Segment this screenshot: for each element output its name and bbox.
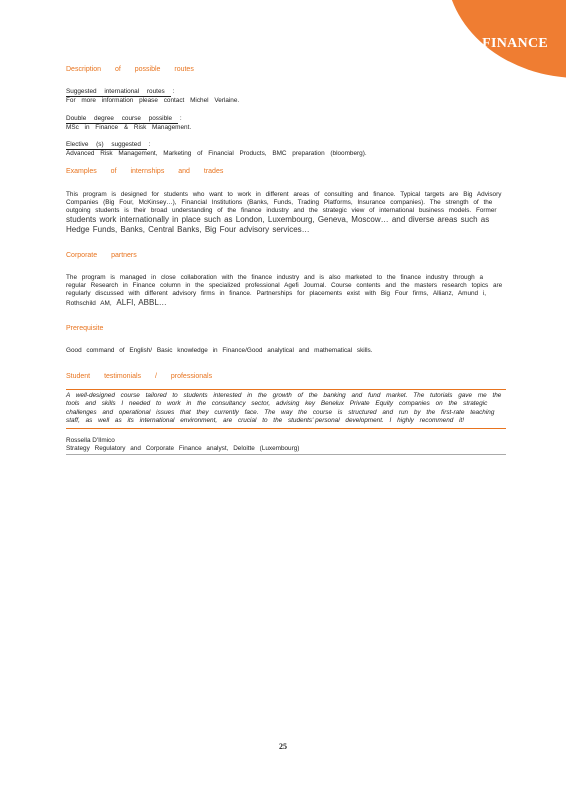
elective-label: Elective (s) suggested xyxy=(66,141,147,150)
page-content xyxy=(66,66,506,455)
testimonials-heading: Student testimonials / professionals xyxy=(66,373,213,381)
suggested-routes-block: Suggested international routes : For more information please contact Michel Verlaine. xyxy=(66,88,506,105)
elective-text: Advanced Risk Management, Marketing of Financial Products, BMC preparation (bloomberg). xyxy=(66,150,367,158)
testimonial-box xyxy=(66,389,506,429)
partners-text xyxy=(66,274,506,309)
suggested-routes-text: For more information please contact Michel Verlaine. xyxy=(66,97,240,105)
testimonial-quote: A well-designed course tailored to students interested in the growth of the banking and fund market. The tutorials gave me the tools and skills I needed to work in the consultancy sector, advising key Benelux Private Equity companies on the strategic challenges and operational issues that they currently face. The way the course is structured and run by the first-rate teaching staff, as well as its international environment, are crucial to the students' xyxy=(66,392,502,424)
prerequisite-text: Good command of English/ Basic knowledge in Finance/Good analytical and mathematical skills. xyxy=(66,346,373,354)
testimonial-author-role: Strategy Regulatory and Corporate Finance analyst, Deloitte (Luxembourg) xyxy=(66,445,506,455)
internships-highlight: students work internationally in place such as London, Luxembourg, Geneva, Moscow… and diverse areas such as Hedge Funds, Banks, Central Banks, Big Four advisory services… xyxy=(66,215,490,235)
internships-heading: Examples of internships and trades xyxy=(66,168,224,176)
partners-highlight: ALFI, ABBL… xyxy=(116,298,167,308)
testimonial-author: Rossella D'Ilmico xyxy=(66,437,115,445)
page-number: 25 xyxy=(279,742,287,751)
internships-body: This program is designed for students who want to work in different areas of consulting and finance. Typical targets are Big Advisory Companies (Big Four, McKinsey…), Financial Institutions (Banks, Funds, Trading Platforms, Insurance companies). The strength of the outgoing students is their broad understanding of the finance industry and the strategic view of international business models. Former xyxy=(66,190,502,215)
prerequisite-heading: Prerequisite xyxy=(66,324,104,332)
internships-text xyxy=(66,191,506,236)
partners-body: The program is managed in close collaboration with the finance industry and is also marketed to the finance industry through a regular Research in Finance column in the specialized professional Agefi Journal. Course contents and the masters research topics are regularly discussed with different advisory firms in finance. Partnerships for placements exist with Big Four firms, Allianz, Amund i, Rothschild AM, xyxy=(66,273,503,308)
routes-heading: Description of possible routes xyxy=(66,66,194,73)
double-degree-label: Double degree course possible xyxy=(66,115,178,124)
testimonial-quote-end: personal development. I highly recommend it! xyxy=(315,416,465,424)
section-label: FINANCE xyxy=(482,36,548,51)
double-degree-block: Double degree course possible : MSc in Finance & Risk Management. xyxy=(66,115,506,132)
partners-heading: Corporate partners xyxy=(66,251,137,259)
suggested-routes-label: Suggested international routes xyxy=(66,88,171,97)
double-degree-text: MSc in Finance & Risk Management. xyxy=(66,123,192,131)
elective-block: Elective (s) suggested : Advanced Risk Management, Marketing of Financial Products, BMC preparation (bloomberg). xyxy=(66,141,506,158)
